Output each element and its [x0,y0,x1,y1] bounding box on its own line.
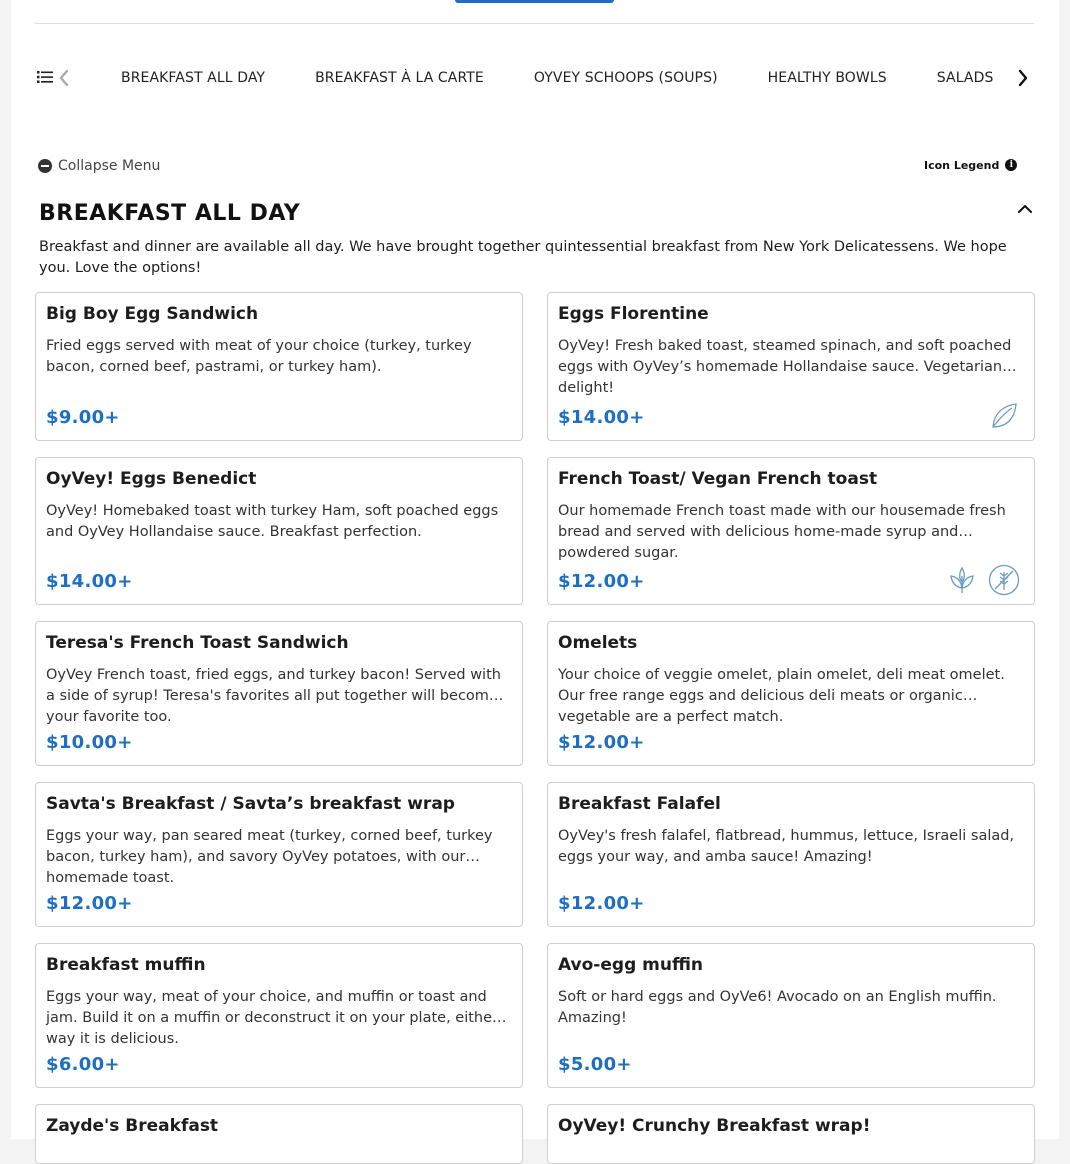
category-nav [35,56,1034,100]
menu-item-description: Your choice of veggie omelet, plain omelet, deli meat omelet. Our free range eggs and delicious deli meats or organic vegetable are a perfect match. [558,667,1005,725]
menu-item-name: Eggs Florentine [558,304,709,324]
menu-item-description: OyVey French toast, fried eggs, and turkey bacon! Served with a side of syrup! Teresa's favorites all put together will become your favorite too. [46,667,501,725]
divider [35,23,1034,24]
top-action-button[interactable] [455,0,614,3]
menu-item-card[interactable] [547,457,1035,605]
menu-item-name: Savta's Breakfast / Savta’s breakfast wrap [46,794,455,814]
menu-item-card[interactable] [35,1104,523,1164]
menu-item-description: Soft or hard eggs and OyVe6! Avocado on an English muffin. Amazing! [558,989,997,1026]
category-tab[interactable]: SALADS [936,70,994,86]
category-tab[interactable]: BREAKFAST À LA CARTE [315,70,484,86]
menu-item-name: Omelets [558,633,638,653]
menu-item-price: $5.00+ [558,1054,632,1075]
menu-item-price: $6.00+ [46,1054,120,1075]
dietary-icons [946,564,1020,596]
vegetarian-leaf-icon [988,400,1020,432]
menu-item-price: $12.00+ [46,893,133,914]
menu-item-card[interactable] [547,292,1035,441]
menu-item-description: Eggs your way, pan seared meat (turkey, corned beef, turkey bacon, turkey ham), and savory OyVey potatoes, with our homemade toast. [46,828,493,886]
chevron-right-icon[interactable] [1015,68,1031,88]
menu-item-price: $10.00+ [46,732,133,753]
menu-item-card[interactable] [35,943,523,1088]
menu-item-card[interactable] [547,621,1035,766]
section-title: BREAKFAST ALL DAY [39,201,301,226]
dietary-icons [988,400,1020,432]
section-description: Breakfast and dinner are available all day. We have brought together quintessential breakfast from New York Delicatessens. We hope you. Love the options! [39,239,1007,276]
menu-item-card[interactable] [547,943,1035,1088]
menu-item-description: Eggs your way, meat of your choice, and muffin or toast and jam. Build it on a muffin or deconstruct it on your plate, either way it is delicious. [46,989,498,1047]
menu-item-name: OyVey! Crunchy Breakfast wrap! [558,1116,871,1136]
menu-item-name: OyVey! Eggs Benedict [46,469,257,489]
menu-item-price: $14.00+ [46,571,133,592]
menu-item-name: Zayde's Breakfast [46,1116,219,1136]
menu-item-card[interactable] [35,782,523,927]
menu-item-name: Breakfast Falafel [558,794,721,814]
menu-item-name: Big Boy Egg Sandwich [46,304,259,324]
menu-item-card[interactable] [35,292,523,441]
menu-item-name: Breakfast muffin [46,955,206,975]
category-tab[interactable]: BREAKFAST ALL DAY [121,70,266,86]
vegan-plant-icon [946,564,978,596]
list-icon[interactable] [37,70,53,84]
category-tab[interactable]: OYVEY SCHOOPS (SOUPS) [533,70,718,86]
menu-item-price: $12.00+ [558,571,645,592]
menu-item-name: Avo-egg muffin [558,955,704,975]
menu-item-name: Teresa's French Toast Sandwich [46,633,349,653]
menu-item-price: $14.00+ [558,407,645,428]
menu-items-grid [35,292,1034,1164]
menu-item-description: OyVey's fresh falafel, flatbread, hummus, lettuce, Israeli salad, eggs your way, and amba sauce! Amazing! [558,828,1015,865]
icon-legend-button[interactable] [924,157,1017,173]
menu-item-description: Our homemade French toast made with our housemade fresh bread and served with delicious home-made syrup and powdered sugar. [558,503,1006,561]
info-icon: i [1005,159,1017,171]
menu-item-card[interactable] [35,457,523,605]
category-tab[interactable]: HEALTHY BOWLS [767,70,887,86]
menu-item-card[interactable] [35,621,523,766]
collapse-menu-label: Collapse Menu [58,158,161,174]
icon-legend-label: Icon Legend [924,158,1000,172]
minus-circle-icon [38,159,52,173]
chevron-up-icon[interactable] [1017,201,1033,217]
menu-item-price: $9.00+ [46,407,120,428]
menu-item-price: $12.00+ [558,893,645,914]
menu-page [11,0,1059,1139]
menu-item-card[interactable] [547,1104,1035,1164]
menu-item-description: Fried eggs served with meat of your choice (turkey, turkey bacon, corned beef, pastrami, or turkey ham). [46,338,472,375]
menu-item-description: OyVey! Homebaked toast with turkey Ham, soft poached eggs and OyVey Hollandaise sauce. Breakfast perfection. [46,503,499,540]
collapse-menu-button[interactable] [38,157,160,175]
menu-item-price: $12.00+ [558,732,645,753]
gluten-free-wheat-icon [988,564,1020,596]
category-tabs [85,56,1007,100]
menu-item-name: French Toast/ Vegan French toast [558,469,878,489]
chevron-left-icon[interactable] [57,68,71,88]
menu-item-card[interactable] [547,782,1035,927]
menu-item-description: OyVey! Fresh baked toast, steamed spinach, and soft poached eggs with OyVey’s homemade Hollandaise sauce. Vegetarian delight! [558,338,1012,396]
